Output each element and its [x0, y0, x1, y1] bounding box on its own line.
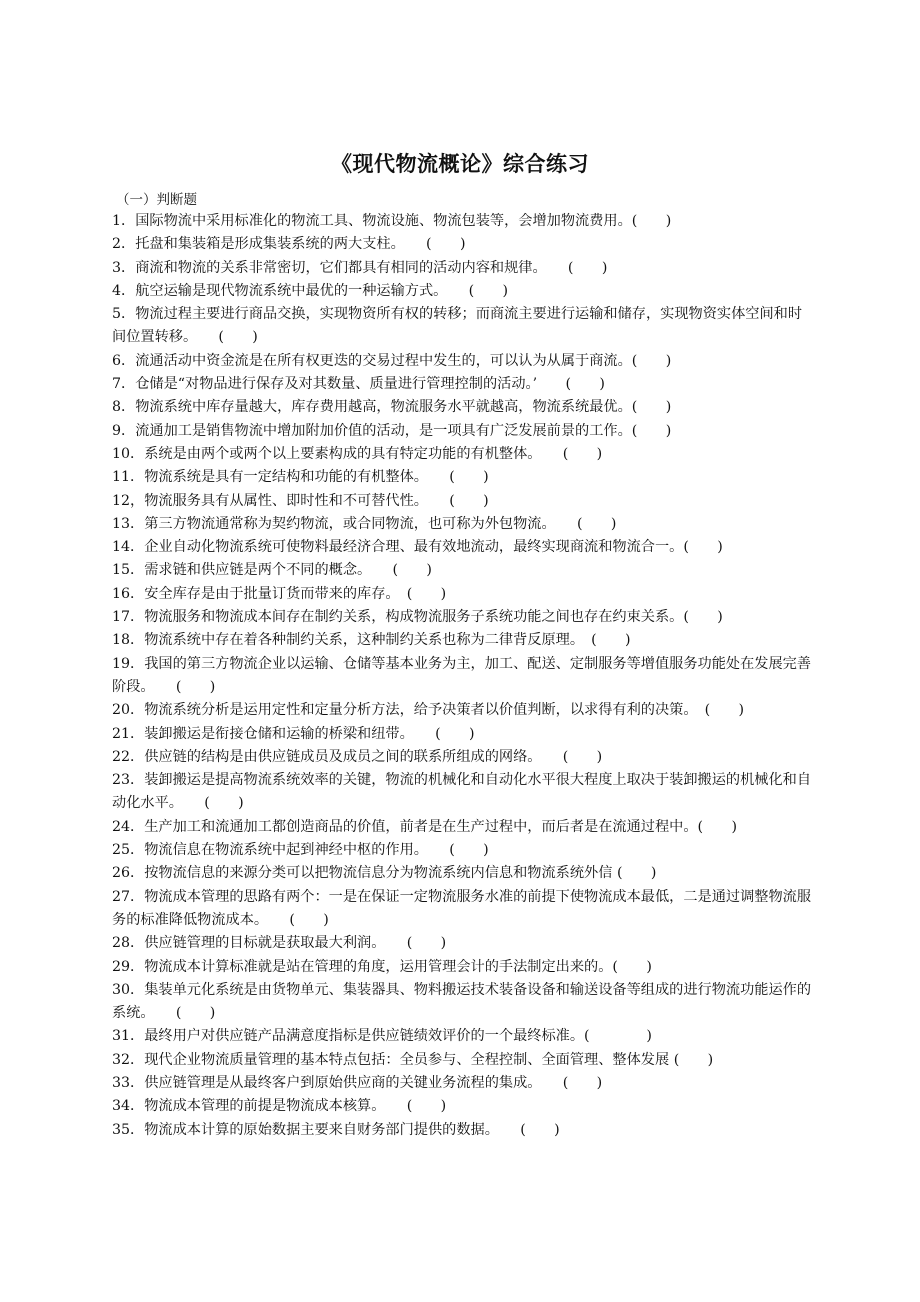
question-item: 31．最终用户对供应链产品满意度指标是供应链绩效评价的一个最终标准。( ) [112, 1028, 652, 1045]
question-item: 11．物流系统是具有一定结构和功能的有机整体。 ( ) [112, 469, 489, 486]
question-item: 8．物流系统中库存量越大，库存费用越高，物流服务水平就越高，物流系统最优。( ) [112, 399, 672, 416]
question-item: 9．流通加工是销售物流中增加附加价值的活动，是一项具有广泛发展前景的工作。( ) [112, 422, 672, 439]
question-item: 19．我国的第三方物流企业以运输、仓储等基本业务为主，加工、配送、定制服务等增值服务功能处在发展完善阶段。 ( ) [112, 655, 812, 695]
question-item: 1．国际物流中采用标准化的物流工具、物流设施、物流包装等，会增加物流费用。( ) [112, 213, 672, 229]
question-item: 14．企业自动化物流系统可使物料最经济合理、最有效地流动，最终实现商流和物流合一。( ) [112, 539, 723, 556]
question-item: 3．商流和物流的关系非常密切，它们都具有相同的活动内容和规律。 ( ) [112, 259, 608, 276]
question-item: 6．流通活动中资金流是在所有权更迭的交易过程中发生的，可以认为从属于商流。( ) [112, 352, 672, 369]
question-item: 24．生产加工和流通加工都创造商品的价值，前者是在生产过程中，而后者是在流通过程中。( ) [112, 818, 738, 835]
question-item: 23．装卸搬运是提高物流系统效率的关键，物流的机械化和自动化水平很大程度上取决于装卸搬运的机械化和自动化水平。 ( ) [112, 772, 812, 812]
page-title: 《现代物流概论》综合练习 [331, 152, 589, 176]
question-item: 18．物流系统中存在着各种制约关系，这种制约关系也称为二律背反原理。 ( ) [112, 632, 631, 649]
question-item: 35．物流成本计算的原始数据主要来自财务部门提供的数据。 ( ) [112, 1121, 560, 1138]
question-item: 2．托盘和集装箱是形成集装系统的两大支柱。 ( ) [112, 236, 466, 253]
question-item: 30．集装单元化系统是由货物单元、集装器具、物料搬运技术装备设备和输送设备等组成的进行物流功能运作的系统。 ( ) [112, 981, 812, 1022]
question-item: 10．系统是由两个或两个以上要素构成的具有特定功能的有机整体。 ( ) [112, 445, 603, 462]
question-item: 25．物流信息在物流系统中起到神经中枢的作用。 ( ) [112, 842, 489, 859]
question-item: 13．第三方物流通常称为契约物流，或合同物流，也可称为外包物流。 ( ) [112, 515, 617, 532]
question-item: 7．仓储是“对物品进行保存及对其数量、质量进行管理控制的活动。’ ( ) [112, 376, 605, 393]
question-item: 28．供应链管理的目标就是获取最大利润。 ( ) [112, 935, 447, 952]
question-list [112, 210, 812, 1142]
question-item: 21．装卸搬运是衔接仓储和运输的桥梁和纽带。 ( ) [112, 725, 475, 742]
question-item: 4．航空运输是现代物流系统中最优的一种运输方式。 ( ) [112, 282, 509, 299]
question-item: 27．物流成本管理的思路有两个：一是在保证一定物流服务水准的前提下使物流成本最低，二是通过调整物流服务的标准降低物流成本。 ( ) [112, 888, 812, 928]
question-item: 12，物流服务具有从属性、即时性和不可替代性。 ( ) [112, 492, 489, 509]
question-item: 20．物流系统分析是运用定性和定量分析方法，给予决策者以价值判断，以求得有利的决策。 ( ) [112, 702, 745, 719]
question-item: 15．需求链和供应链是两个不同的概念。 ( ) [112, 562, 432, 579]
question-item: 22．供应链的结构是由供应链成员及成员之间的联系所组成的网络。 ( ) [112, 748, 603, 765]
question-item: 29．物流成本计算标准就是站在管理的角度，运用管理会计的手法制定出来的。( ) [112, 958, 652, 975]
question-item: 26．按物流信息的来源分类可以把物流信息分为物流系统内信息和物流系统外信 ( ) [112, 865, 657, 882]
question-item: 34．物流成本管理的前提是物流成本核算。 ( ) [112, 1098, 447, 1115]
question-item: 33．供应链管理是从最终客户到原始供应商的关键业务流程的集成。 ( ) [112, 1074, 603, 1091]
question-item: 5．物流过程主要进行商品交换，实现物资所有权的转移；而商流主要进行运输和储存，实现物资实体空间和时间位置转移。 ( ) [112, 306, 803, 346]
question-item: 17．物流服务和物流成本间存在制约关系，构成物流服务子系统功能之间也存在约束关系。( ) [112, 609, 723, 626]
question-item: 32．现代企业物流质量管理的基本特点包括：全员参与、全程控制、全面管理、整体发展 ( ) [112, 1051, 714, 1068]
section-heading: （一）判断题 [116, 192, 197, 208]
question-item: 16．安全库存是由于批量订货而带来的库存。 ( ) [112, 585, 447, 602]
